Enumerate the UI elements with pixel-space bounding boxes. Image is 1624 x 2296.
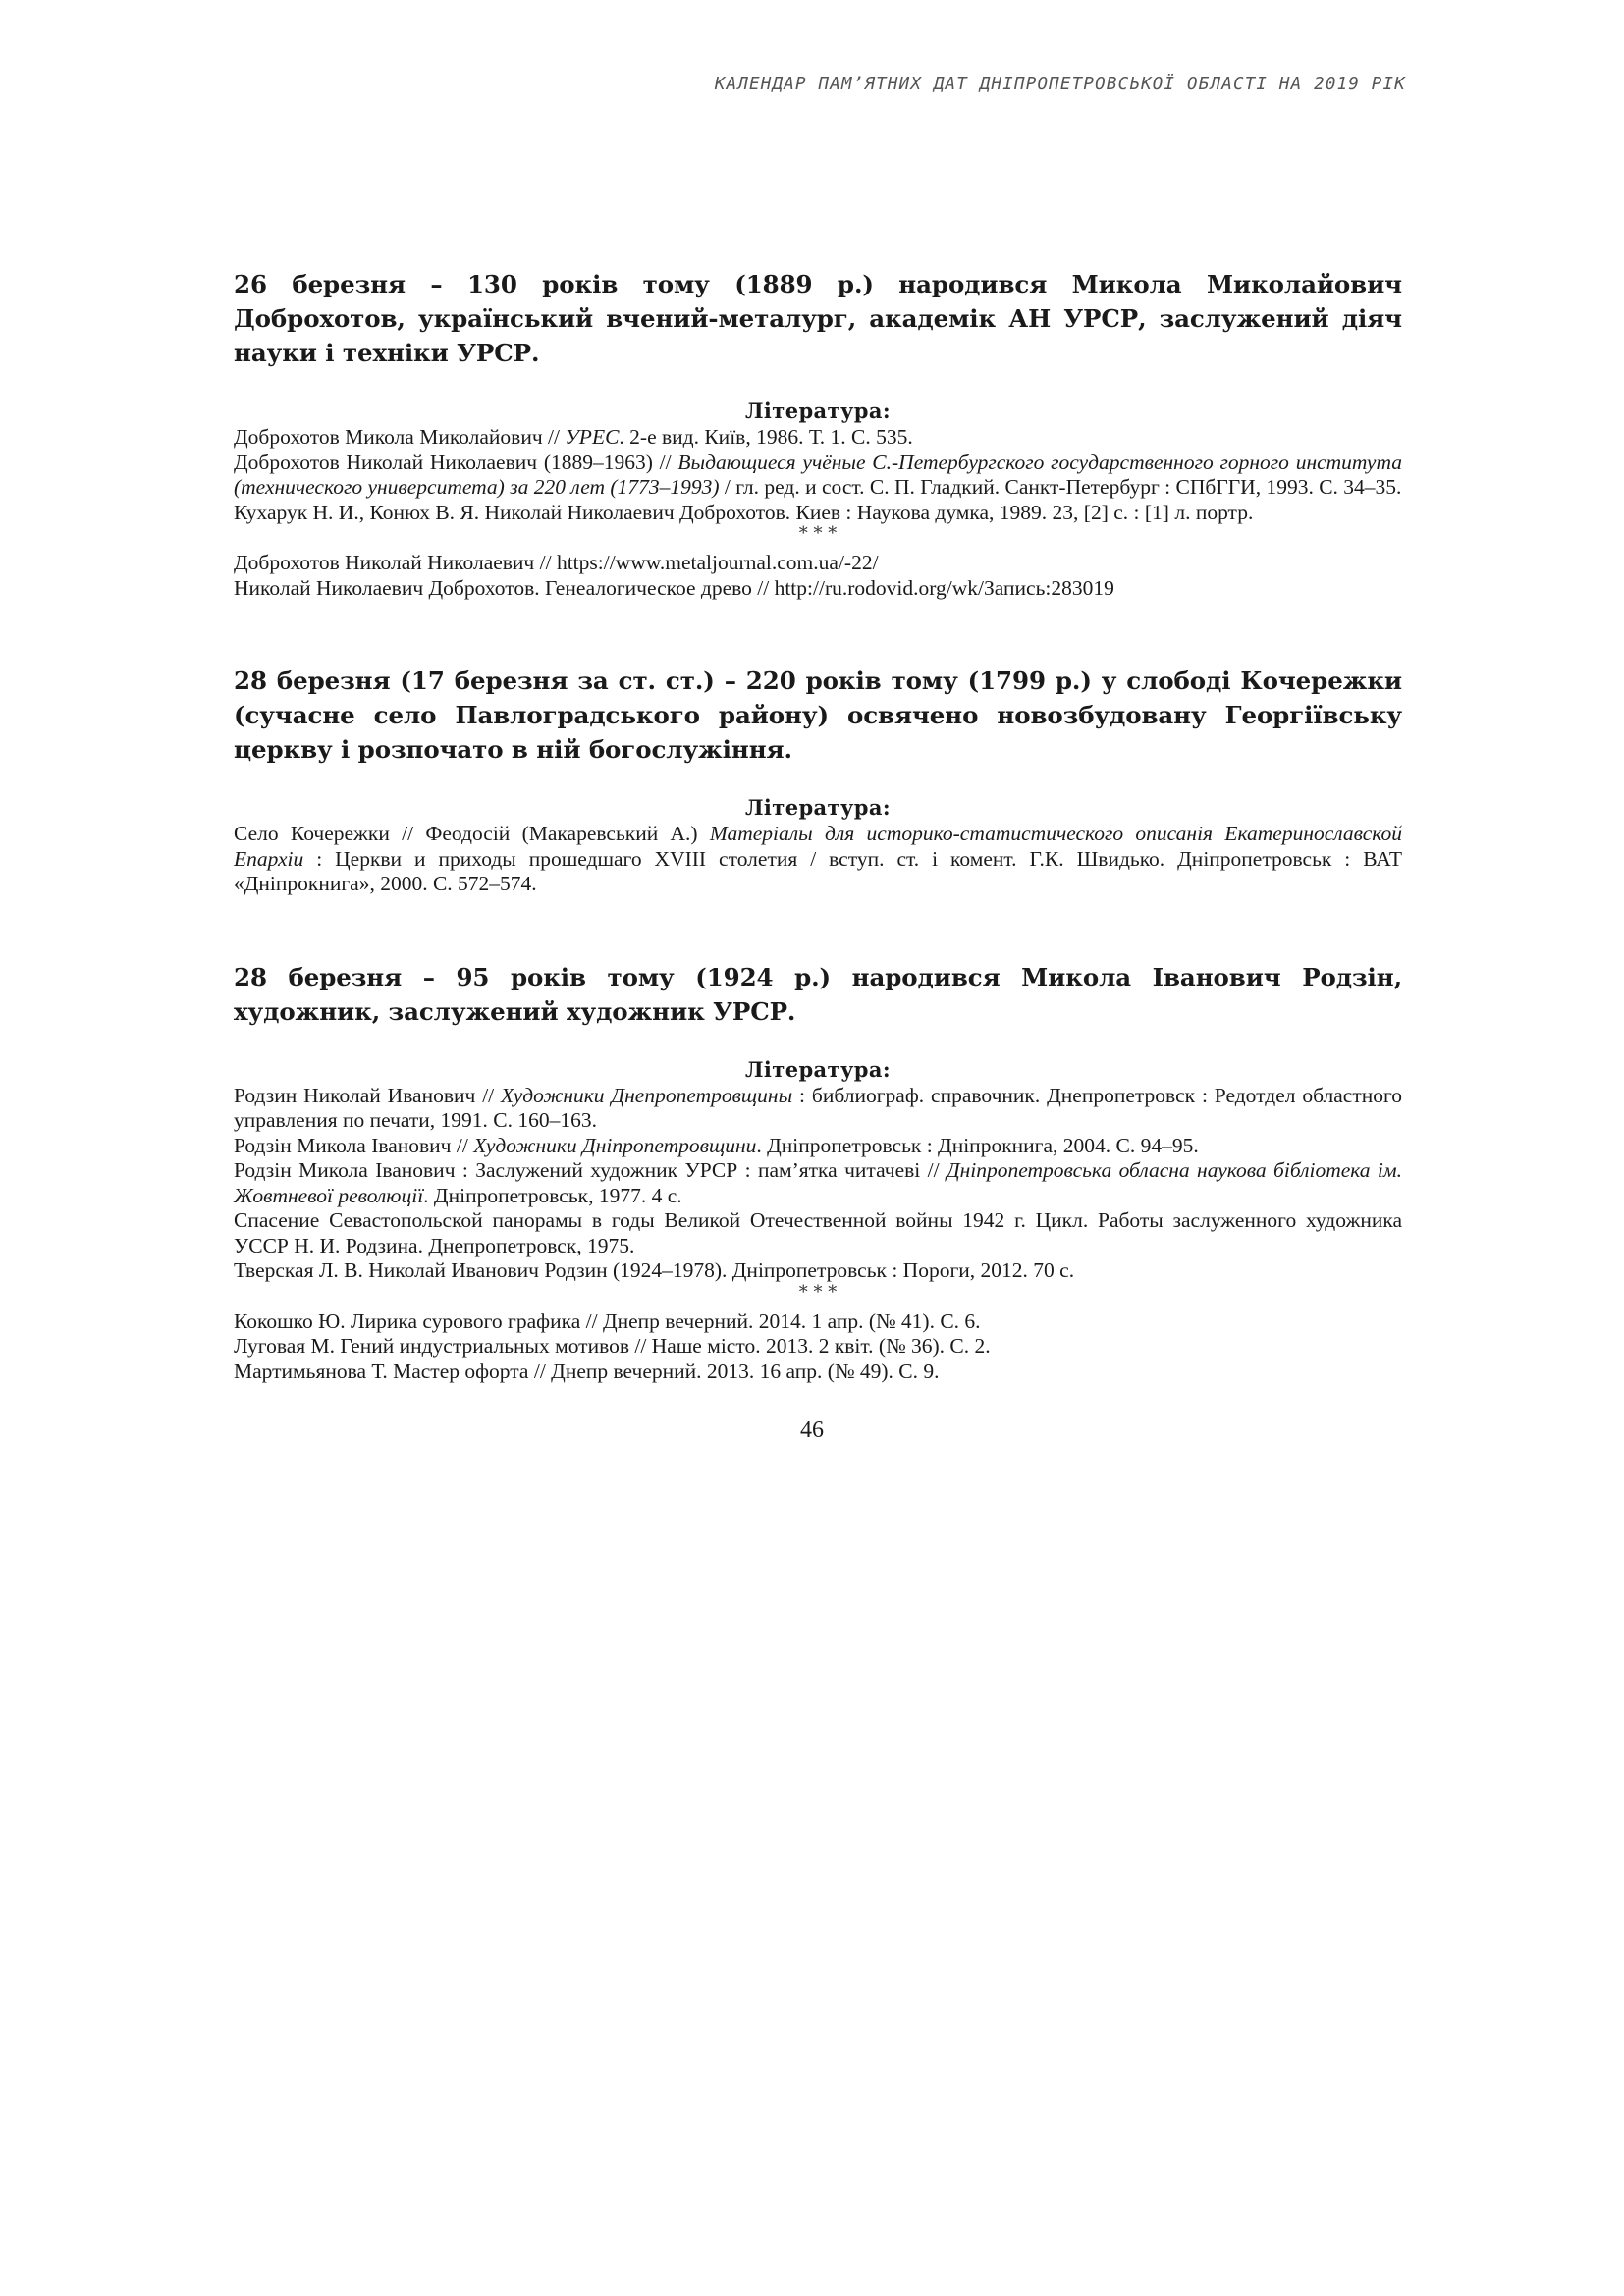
entry-rodzin <box>234 960 1402 1385</box>
separator: * * * <box>798 523 838 544</box>
reference-item: Доброхотов Николай Николаевич // https://www.metaljournal.com.ua/-22/ <box>234 551 879 574</box>
separator: * * * <box>798 1281 838 1303</box>
entry-title: 28 березня (17 березня за ст. ст.) – 220 років тому (1799 р.) у слободі Кочережки (сучасне село Павлоградського району) освячено новозбудовану Георгіївську церкву і розпочато в ній богослужіння. <box>234 667 1402 764</box>
reference-item: Тверская Л. В. Николай Иванович Родзин (1924–1978). Дніпропетровськ : Пороги, 2012. 70 с. <box>234 1258 1075 1282</box>
reference-item: Село Кочережки // Феодосій (Макаревський А.) Матеріалы для историко-статистического описанія Екатеринославской Епархіи : Церкви и приходы прошедшаго XVIII столетия / вступ. ст. і комент. Г.К. Швидько. Дніпропетровськ : ВАТ «Дніпрокнига», 2000. С. 572–574. <box>234 822 1403 895</box>
reference-item: Родзін Микола Іванович : Заслужений художник УРСР : пам’ятка читачеві // Дніпропетровська обласна наукова бібліотека ім. Жовтневої революції. Дніпропетровськ, 1977. 4 с. <box>234 1158 1402 1207</box>
reference-item: Кухарук Н. И., Конюх В. Я. Николай Николаевич Доброхотов. Киев : Наукова думка, 1989. 23, [2] с. : [1] л. портр. <box>234 500 1254 524</box>
reference-item: Родзін Микола Іванович // Художники Дніпропетровщини. Дніпропетровськ : Дніпрокнига, 2004. С. 94–95. <box>234 1133 1199 1157</box>
entry-kocherezhky-church <box>234 664 1402 897</box>
literature-heading: Література: <box>744 795 892 820</box>
entry-title: 28 березня – 95 років тому (1924 р.) народився Микола Іванович Родзін, художник, заслужений художник УРСР. <box>234 962 1402 1026</box>
running-header: КАЛЕНДАР ПАМ’ЯТНИХ ДАТ ДНІПРОПЕТРОВСЬКОЇ ОБЛАСТІ НА 2019 РІК <box>714 75 1406 94</box>
literature-heading: Література: <box>744 399 892 423</box>
reference-item: Родзин Николай Иванович // Художники Днепропетровщины : библиограф. справочник. Днепропетровск : Редотдел областного управления по печати, 1991. С. 160–163. <box>234 1083 1403 1132</box>
page-content <box>234 267 1402 1384</box>
entry-dobrokhotov <box>234 267 1402 601</box>
reference-item: Доброхотов Николай Николаевич (1889–1963) // Выдающиеся учёные С.-Петербургского государственного горного института (технического университета) за 220 лет (1773–1993) / гл. ред. и сост. С. П. Гладкий. Санкт-Петербург : СПбГГИ, 1993. С. 34–35. <box>234 450 1403 499</box>
entry-title: 26 березня – 130 років тому (1889 р.) народився Микола Миколайович Доброхотов, український вчений-металург, академік АН УРСР, заслужений діяч науки і техніки УРСР. <box>234 270 1402 367</box>
reference-item: Доброхотов Микола Миколайович // УРЕС. 2-е вид. Київ, 1986. Т. 1. С. 535. <box>234 425 913 449</box>
reference-item: Луговая М. Гений индустриальных мотивов // Наше місто. 2013. 2 квіт. (№ 36). С. 2. <box>234 1334 991 1358</box>
literature-heading: Література: <box>744 1056 892 1082</box>
reference-item: Спасение Севастопольской панорамы в годы Великой Отечественной войны 1942 г. Цикл. Работы заслуженного художника УССР Н. И. Родзина. Днепропетровск, 1975. <box>234 1208 1402 1257</box>
reference-item: Кокошко Ю. Лирика сурового графика // Днепр вечерний. 2014. 1 апр. (№ 41). С. 6. <box>234 1308 981 1333</box>
page-number: 46 <box>800 1417 824 1443</box>
reference-item: Николай Николаевич Доброхотов. Генеалогическое древо // http://ru.rodovid.org/wk/Запись:283019 <box>234 575 1114 600</box>
reference-item: Мартимьянова Т. Мастер офорта // Днепр вечерний. 2013. 16 апр. (№ 49). С. 9. <box>234 1359 940 1383</box>
